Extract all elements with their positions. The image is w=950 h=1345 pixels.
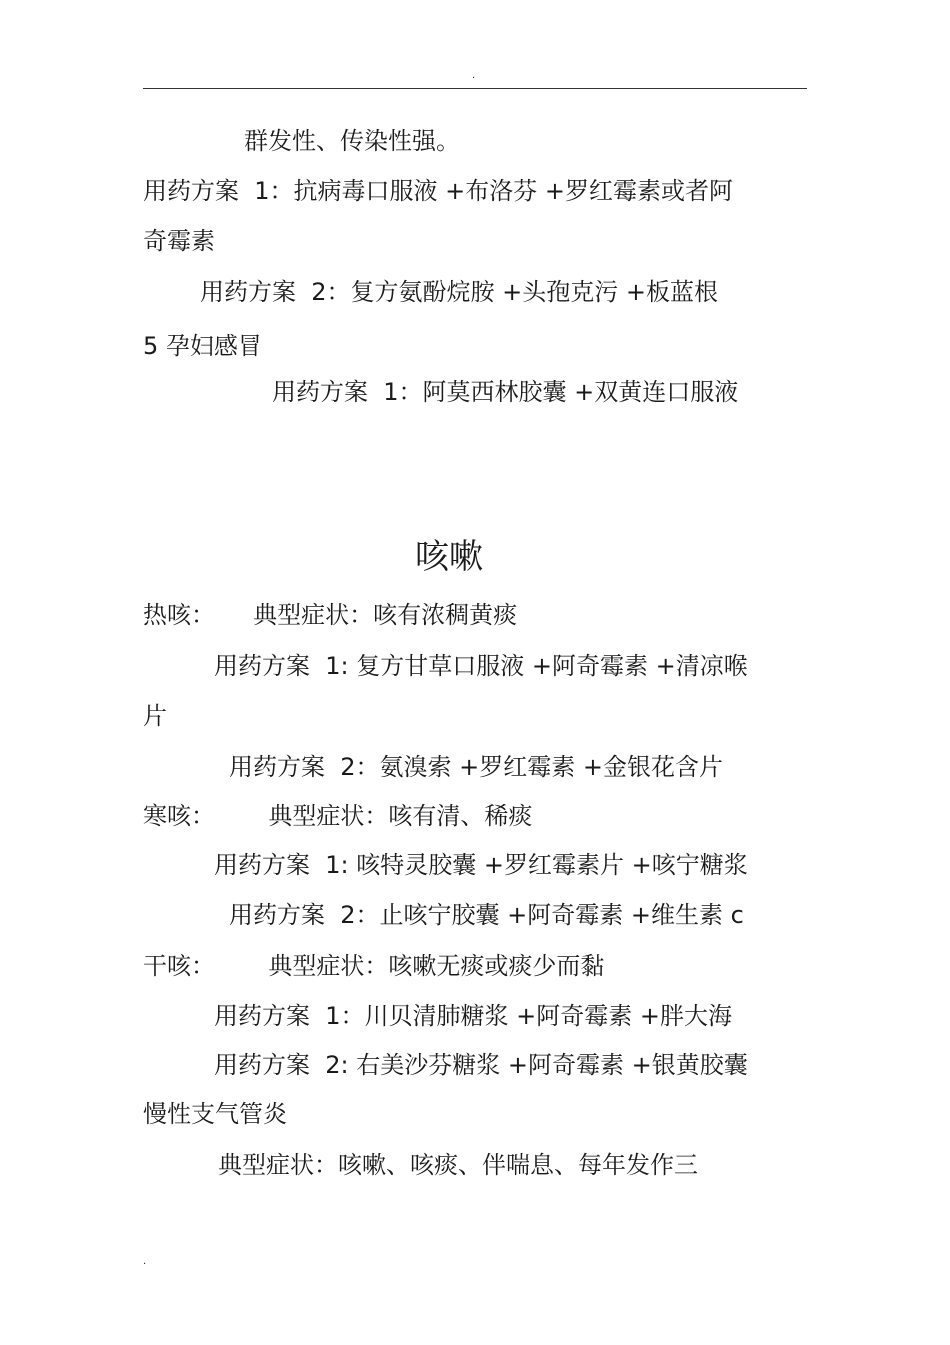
text-line: 用药方案 1：阿莫西林胶囊 +双黄连口服液 (272, 378, 739, 406)
text-line: 用药方案 2：复方氨酚烷胺 +头孢克污 +板蓝根 (200, 278, 719, 306)
text-line: 奇霉素 (143, 227, 215, 255)
text-line: 片 (143, 702, 167, 730)
text-line: 寒咳： 典型症状：咳有清、稀痰 (143, 802, 533, 830)
text-line: 用药方案 1: 咳特灵胶囊 +罗红霉素片 +咳宁糖浆 (214, 851, 748, 879)
text-line: 用药方案 2: 右美沙芬糖浆 +阿奇霉素 +银黄胶囊 (214, 1051, 748, 1079)
text-line: 典型症状：咳嗽、咳痰、伴喘息、每年发作三 (218, 1151, 698, 1179)
text-line: 干咳： 典型症状：咳嗽无痰或痰少而黏 (143, 952, 605, 980)
header-mark: . (472, 70, 476, 81)
footer-mark: . (143, 1256, 147, 1267)
text-line: 用药方案 1: 复方甘草口服液 +阿奇霉素 +清凉喉 (214, 652, 748, 680)
text-line: 热咳： 典型症状：咳有浓稠黄痰 (143, 601, 518, 629)
header-rule (143, 88, 807, 89)
text-line: 用药方案 1：抗病毒口服液 +布洛芬 +罗红霉素或者阿 (143, 177, 734, 205)
section-title: 咳嗽 (415, 537, 483, 577)
text-line: 慢性支气管炎 (143, 1100, 287, 1128)
text-line: 用药方案 2：氨溴索 +罗红霉素 +金银花含片 (229, 753, 724, 781)
text-line: 5 孕妇感冒 (143, 332, 262, 360)
text-line: 群发性、传染性强。 (244, 127, 460, 155)
text-line: 用药方案 2：止咳宁胶囊 +阿奇霉素 +维生素 c (229, 901, 744, 929)
text-line: 用药方案 1：川贝清肺糖浆 +阿奇霉素 +胖大海 (214, 1002, 733, 1030)
